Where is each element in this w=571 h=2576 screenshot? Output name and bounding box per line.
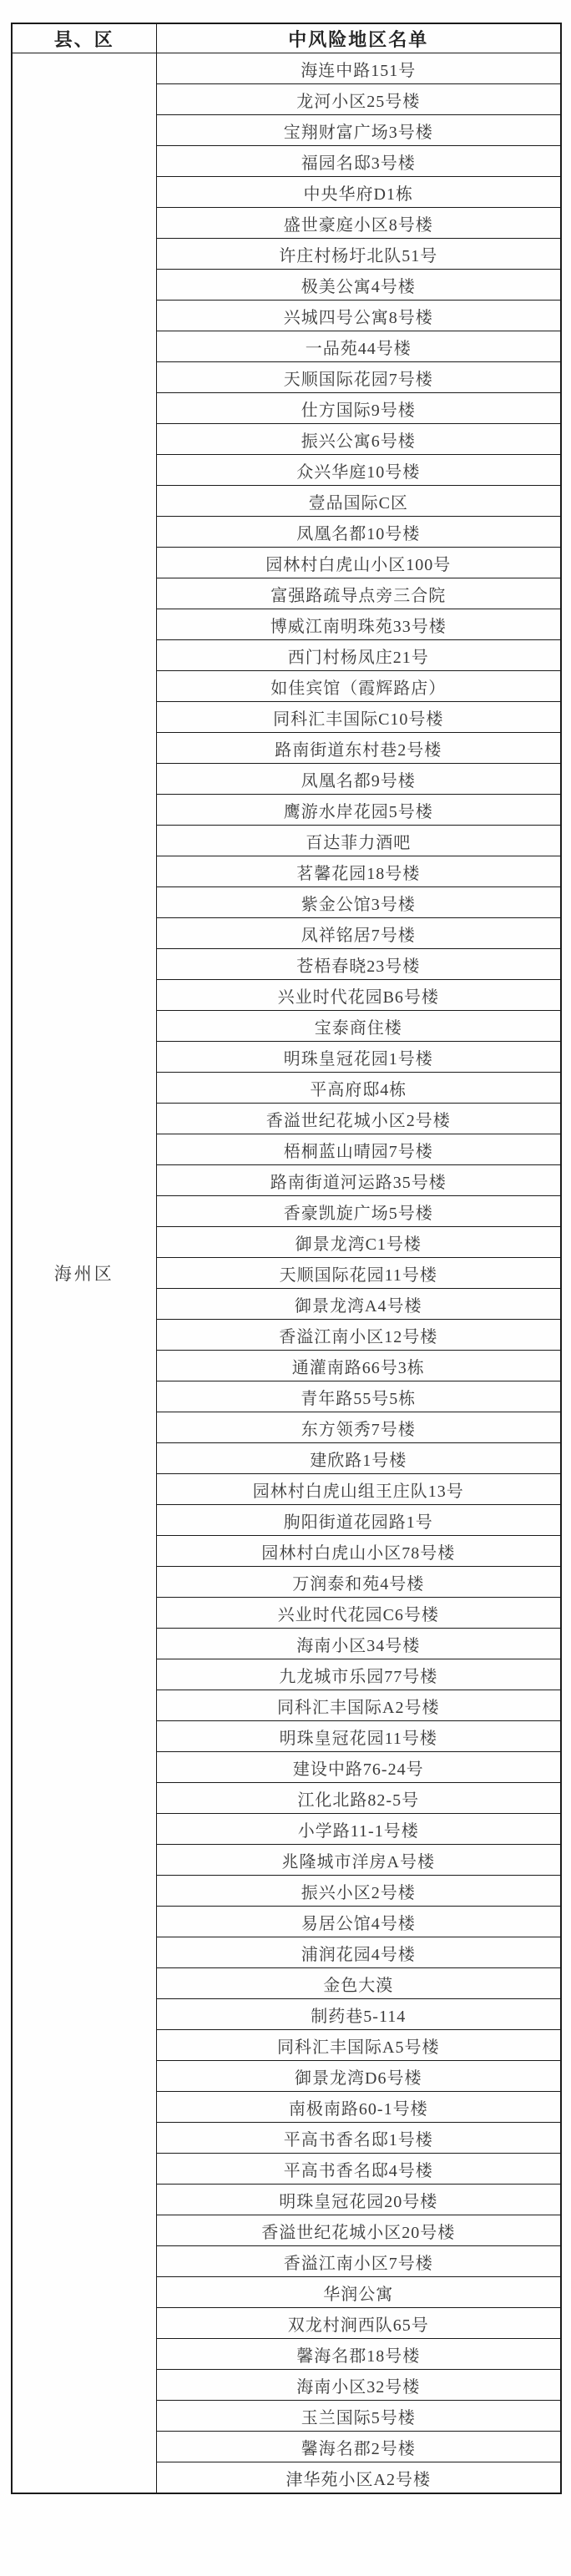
area-cell: 兴城四号公寓8号楼 <box>156 301 561 331</box>
area-cell: 双龙村涧西队65号 <box>156 2308 561 2339</box>
area-cell: 玉兰国际5号楼 <box>156 2401 561 2432</box>
area-cell: 津华苑小区A2号楼 <box>156 2462 561 2494</box>
area-cell: 百达菲力酒吧 <box>156 826 561 856</box>
area-cell: 海连中路151号 <box>156 53 561 84</box>
area-cell: 明珠皇冠花园20号楼 <box>156 2185 561 2215</box>
area-cell: 盛世豪庭小区8号楼 <box>156 208 561 239</box>
area-cell: 金色大漠 <box>156 1968 561 1999</box>
area-rows <box>12 53 561 2494</box>
area-cell: 朐阳街道花园路1号 <box>156 1505 561 1536</box>
area-cell: 小学路11-1号楼 <box>156 1814 561 1845</box>
area-cell: 御景龙湾D6号楼 <box>156 2061 561 2092</box>
area-cell: 紫金公馆3号楼 <box>156 887 561 918</box>
area-cell: 通灌南路66号3栋 <box>156 1351 561 1381</box>
area-cell: 龙河小区25号楼 <box>156 84 561 115</box>
area-cell: 苍梧春晓23号楼 <box>156 949 561 980</box>
area-cell: 馨海名郡18号楼 <box>156 2339 561 2370</box>
area-cell: 兆隆城市洋房A号楼 <box>156 1845 561 1876</box>
area-cell: 同科汇丰国际C10号楼 <box>156 702 561 733</box>
area-cell: 梧桐蓝山晴园7号楼 <box>156 1134 561 1165</box>
area-cell: 江化北路82-5号 <box>156 1783 561 1814</box>
table-header-row <box>12 23 561 53</box>
area-cell: 如佳宾馆（霞辉路店） <box>156 671 561 702</box>
area-cell: 众兴华庭10号楼 <box>156 455 561 486</box>
area-cell: 平高书香名邸1号楼 <box>156 2123 561 2154</box>
area-cell: 极美公寓4号楼 <box>156 270 561 301</box>
area-cell: 同科汇丰国际A2号楼 <box>156 1690 561 1721</box>
area-cell: 香溢世纪花城小区2号楼 <box>156 1104 561 1134</box>
area-cell: 鹰游水岸花园5号楼 <box>156 795 561 826</box>
area-cell: 西门村杨凤庄21号 <box>156 640 561 671</box>
area-cell: 壹品国际C区 <box>156 486 561 517</box>
area-cell: 海南小区32号楼 <box>156 2370 561 2401</box>
area-cell: 东方领秀7号楼 <box>156 1412 561 1443</box>
area-cell: 一品苑44号楼 <box>156 331 561 362</box>
header-district-column: 县、区 <box>12 23 156 53</box>
area-cell: 茗馨花园18号楼 <box>156 856 561 887</box>
area-cell: 宝翔财富广场3号楼 <box>156 115 561 146</box>
area-cell: 九龙城市乐园77号楼 <box>156 1659 561 1690</box>
header-areas-column: 中风险地区名单 <box>156 23 561 53</box>
area-cell: 仕方国际9号楼 <box>156 393 561 424</box>
area-cell: 建设中路76-24号 <box>156 1752 561 1783</box>
area-cell: 易居公馆4号楼 <box>156 1907 561 1937</box>
area-cell: 路南街道河运路35号楼 <box>156 1165 561 1196</box>
area-cell: 园林村白虎山组王庄队13号 <box>156 1474 561 1505</box>
area-cell: 凤凰名都9号楼 <box>156 764 561 795</box>
area-cell: 浦润花园4号楼 <box>156 1937 561 1968</box>
area-cell: 富强路疏导点旁三合院 <box>156 578 561 609</box>
area-cell: 馨海名郡2号楼 <box>156 2432 561 2462</box>
area-cell: 园林村白虎山小区78号楼 <box>156 1536 561 1567</box>
area-cell: 兴业时代花园B6号楼 <box>156 980 561 1011</box>
area-cell: 明珠皇冠花园11号楼 <box>156 1721 561 1752</box>
table-row <box>12 53 561 84</box>
area-cell: 香溢江南小区12号楼 <box>156 1320 561 1351</box>
area-cell: 振兴公寓6号楼 <box>156 424 561 455</box>
area-cell: 许庄村杨圩北队51号 <box>156 239 561 270</box>
area-cell: 园林村白虎山小区100号 <box>156 548 561 578</box>
area-cell: 宝泰商住楼 <box>156 1011 561 1042</box>
area-cell: 凤祥铭居7号楼 <box>156 918 561 949</box>
area-cell: 同科汇丰国际A5号楼 <box>156 2030 561 2061</box>
area-cell: 南极南路60-1号楼 <box>156 2092 561 2123</box>
area-cell: 香豪凯旋广场5号楼 <box>156 1196 561 1227</box>
area-cell: 路南街道东村巷2号楼 <box>156 733 561 764</box>
area-cell: 青年路55号5栋 <box>156 1381 561 1412</box>
area-cell: 海南小区34号楼 <box>156 1629 561 1659</box>
area-cell: 香溢江南小区7号楼 <box>156 2246 561 2277</box>
area-cell: 万润泰和苑4号楼 <box>156 1567 561 1598</box>
area-cell: 御景龙湾C1号楼 <box>156 1227 561 1258</box>
area-cell: 御景龙湾A4号楼 <box>156 1289 561 1320</box>
area-cell: 香溢世纪花城小区20号楼 <box>156 2215 561 2246</box>
area-cell: 凤凰名都10号楼 <box>156 517 561 548</box>
area-cell: 明珠皇冠花园1号楼 <box>156 1042 561 1073</box>
area-cell: 福园名邸3号楼 <box>156 146 561 177</box>
area-cell: 建欣路1号楼 <box>156 1443 561 1474</box>
area-cell: 兴业时代花园C6号楼 <box>156 1598 561 1629</box>
area-cell: 中央华府D1栋 <box>156 177 561 208</box>
district-cell: 海州区 <box>12 53 156 2494</box>
area-cell: 平高府邸4栋 <box>156 1073 561 1104</box>
area-cell: 制药巷5-114 <box>156 1999 561 2030</box>
area-cell: 天顺国际花园11号楼 <box>156 1258 561 1289</box>
area-cell: 振兴小区2号楼 <box>156 1876 561 1907</box>
area-cell: 华润公寓 <box>156 2277 561 2308</box>
medium-risk-area-table <box>11 23 562 2494</box>
area-cell: 平高书香名邸4号楼 <box>156 2154 561 2185</box>
area-cell: 天顺国际花园7号楼 <box>156 362 561 393</box>
area-cell: 博威江南明珠苑33号楼 <box>156 609 561 640</box>
